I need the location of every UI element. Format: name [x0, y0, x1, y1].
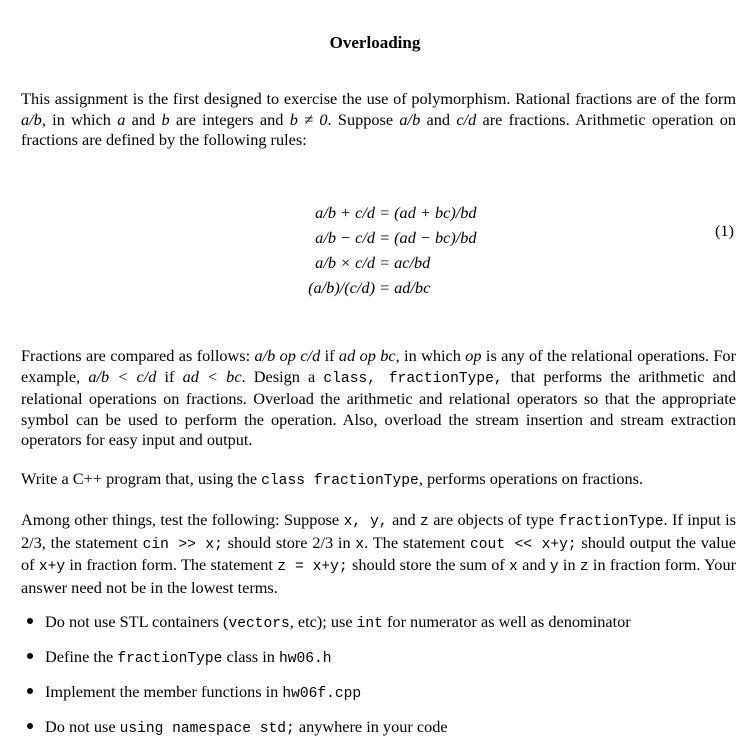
compare-text: if — [320, 346, 339, 365]
list-item-text: anywhere in your code — [294, 717, 448, 736]
compare-text: that performs the arithmetic and relational operations on fractions. Overload the arithmetic and relational operators so that the appropriate symbol can be used to perform the operation. Also, overload the stream insertion and stream extraction operators for easy input and output. — [21, 366, 736, 449]
intro-text: and — [420, 109, 457, 129]
inline-code: x, y, — [343, 514, 388, 530]
compare-text: , in which — [395, 346, 466, 365]
math-expression: ad op bc — [338, 346, 396, 365]
test-text: are objects of type — [428, 510, 559, 529]
inline-code: cout << x+y; — [470, 536, 577, 553]
inline-code: using namespace std; — [119, 721, 295, 737]
intro-text: are fractions. Arithmetic operation on fractions are defined by the following rules: — [21, 109, 737, 149]
intro-text: and — [125, 109, 162, 129]
test-text: and — [517, 555, 550, 574]
equation-lhs: a/b − c/d — [315, 228, 375, 247]
test-text: in fraction form. Your answer need not be in the lowest terms. — [21, 555, 737, 597]
inline-code: hw06.h — [278, 651, 332, 667]
test-text: in fraction form. The statement — [65, 555, 278, 574]
inline-code: z = x+y; — [277, 559, 348, 575]
list-item-text: Do not use STL containers ( — [45, 612, 229, 631]
inline-code: class, fractionType, — [323, 370, 503, 387]
test-paragraph — [21, 510, 736, 598]
inline-code: x+y — [38, 559, 66, 575]
list-item-text: class in — [222, 647, 279, 666]
equation-lhs: a/b × c/d — [315, 253, 375, 272]
list-item-text: Do not use — [45, 717, 120, 736]
inline-code: class fractionType — [261, 473, 419, 489]
equation-line — [0, 258, 750, 318]
intro-text: . Suppose — [327, 109, 400, 129]
inline-code: cin >> x; — [142, 536, 223, 553]
test-text: . If input is 2/3, the statement — [21, 510, 737, 552]
math-a-over-b: a/b — [21, 109, 42, 129]
math-a-over-b: a/b — [399, 109, 421, 129]
inline-code: x — [355, 536, 365, 553]
math-expression: a/b op c/d — [254, 346, 321, 365]
compare-text: . Design a — [241, 366, 324, 386]
list-item — [45, 612, 631, 632]
list-item-text: for numerator as well as denominator — [382, 612, 631, 631]
equation-rhs: = ad/bc — [375, 278, 431, 297]
test-text: Among other things, test the following: Suppose — [21, 510, 344, 529]
list-item — [45, 647, 332, 667]
inline-code: vectors — [228, 616, 290, 632]
test-text: should output the value of — [21, 532, 736, 574]
math-expression: a/b < c/d — [88, 366, 157, 386]
equation-number: (1) — [715, 221, 734, 240]
test-text: . The statement — [364, 532, 471, 552]
math-expression: op — [465, 346, 482, 365]
test-text: should store the sum of — [347, 555, 510, 574]
bullet-icon — [27, 688, 33, 694]
math-c-over-d: c/d — [456, 109, 477, 129]
intro-text: , in which — [41, 109, 118, 129]
write-text: , performs operations on fractions. — [418, 469, 644, 488]
inline-code: fractionType — [558, 514, 664, 530]
test-text: in — [558, 555, 580, 574]
list-item-text: Define the — [45, 647, 118, 666]
list-item — [45, 682, 361, 702]
test-text: should store 2/3 in — [222, 532, 356, 552]
inline-code: hw06f.cpp — [282, 686, 362, 702]
compare-text: is any of the relational operations. For example, — [21, 346, 736, 386]
math-b: b — [161, 109, 170, 129]
intro-text: are integers and — [169, 109, 290, 129]
compare-text: Fractions are compared as follows: — [21, 346, 255, 365]
list-item-text: , etc); use — [289, 612, 357, 631]
equation-rhs: = ac/bd — [375, 253, 431, 272]
write-paragraph — [21, 469, 736, 492]
inline-code: z — [420, 514, 429, 530]
equation-lhs: a/b + c/d — [315, 203, 375, 222]
write-text: Write a C++ program that, using the — [21, 469, 262, 488]
inline-code: y — [549, 559, 559, 575]
list-item — [45, 717, 448, 737]
inline-code: x — [509, 559, 518, 575]
inline-code: z — [579, 559, 589, 575]
equation-lhs: (a/b)/(c/d) — [308, 278, 375, 297]
bullet-icon — [27, 618, 33, 624]
intro-text: This assignment is the first designed to exercise the use of polymorphism. Rational fractions are of the form — [21, 89, 736, 108]
intro-paragraph — [21, 89, 736, 151]
test-text: and — [387, 510, 421, 529]
equation-rhs: = (ad + bc)/bd — [375, 203, 477, 222]
math-a: a — [117, 109, 126, 129]
inline-code: int — [356, 616, 383, 632]
compare-text: if — [156, 366, 183, 386]
inline-code: fractionType — [117, 651, 223, 667]
list-item-text: Implement the member functions in — [45, 682, 283, 701]
equation-rhs: = (ad − bc)/bd — [375, 228, 477, 247]
page-title: Overloading — [329, 33, 421, 52]
bullet-icon — [27, 653, 33, 659]
bullet-icon — [27, 723, 33, 729]
math-b-not-zero: b ≠ 0 — [289, 109, 328, 129]
math-expression: ad < bc — [182, 366, 242, 386]
comparison-paragraph — [21, 346, 736, 451]
